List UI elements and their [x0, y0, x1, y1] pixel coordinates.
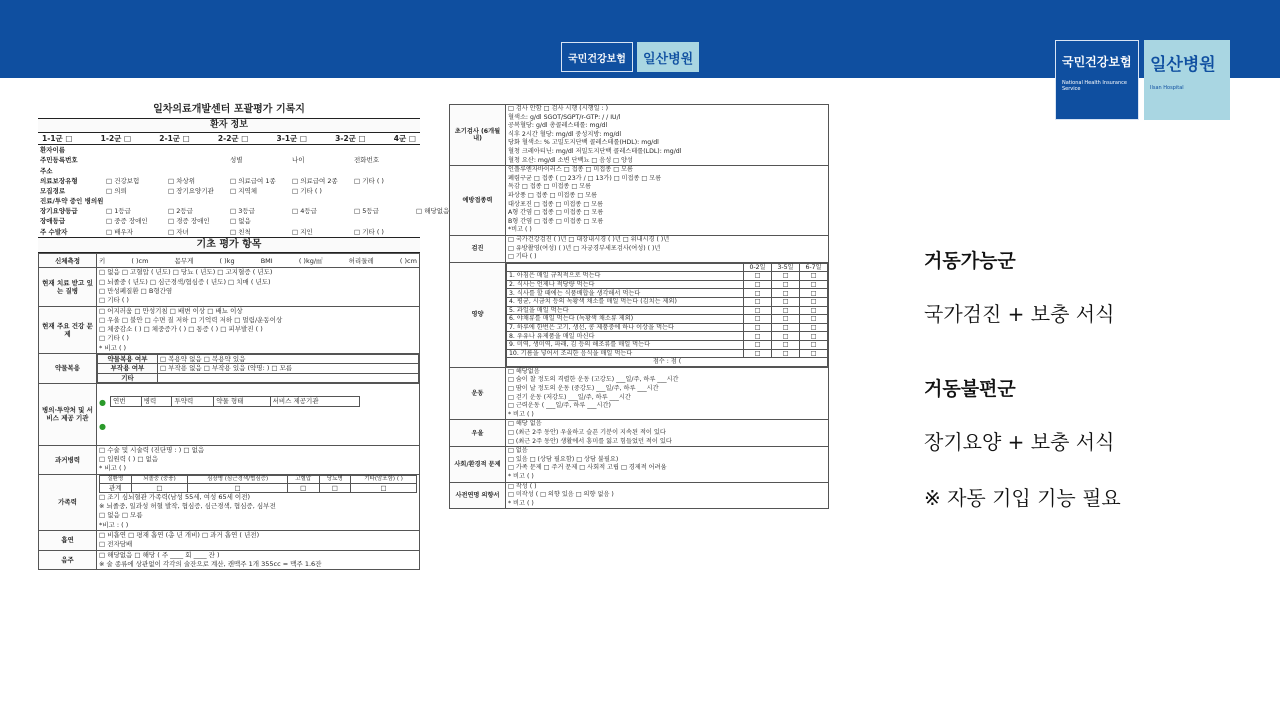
facility-col: 투약력	[172, 397, 214, 406]
nutrition-item: 10. 기름을 넣어서 조리한 음식을 매일 먹는다	[507, 349, 744, 358]
info-option: □ 기타 ( )	[354, 227, 384, 236]
group-checkbox: 1-1군 □	[42, 133, 73, 143]
info-label: 장기요양등급	[40, 207, 78, 216]
info-option: □ 의뢰	[106, 186, 127, 195]
info-label: 장애등급	[40, 217, 66, 226]
info-option: □ 3등급	[230, 207, 255, 216]
mood-lines	[506, 420, 829, 447]
nutrition-checkbox: □	[744, 349, 772, 358]
group-checkbox: 1-2군 □	[100, 133, 132, 143]
drink-label: 음주	[39, 550, 97, 570]
nutrition-item: 2. 식사는 언제나 적당량 먹는다	[507, 280, 744, 289]
social-line: * 비고 ( )	[508, 472, 534, 480]
disease-line: □ 만성폐질환 □ B형간염	[99, 286, 173, 295]
drink-lines	[97, 550, 420, 570]
info-option: □ 지역체	[230, 186, 258, 195]
drink-line: ※ 술 종류에 상관없이 각각의 술잔으로 계산, 캔맥주 1개 355cc = 맥주 1.6잔	[99, 559, 322, 568]
will-line: □ 작성 ( )	[508, 482, 537, 490]
mood-label: 우울	[450, 420, 506, 447]
info-option: □ 없음	[230, 217, 251, 226]
nutrition-checkbox: □	[744, 315, 772, 324]
nutrition-checkbox: □	[744, 341, 772, 350]
exercise-line: □ 숨이 찰 정도의 격렬한 운동 (고강도) ___일/주, 하루 ___시간	[508, 376, 679, 384]
body-fields	[97, 254, 420, 268]
info-option: □ 5등급	[354, 207, 379, 216]
info-option: □ 기타 ( )	[354, 176, 384, 185]
screen-line: □ 유방촬영(여성) ( )년 □ 자궁경부세포검사(여성) ( )년	[508, 244, 661, 252]
vaccine-lines	[506, 166, 829, 236]
nutrition-checkbox: □	[772, 349, 800, 358]
nutrition-item: 6. 야채류를 매일 먹는다 (녹황색 채소류 제외)	[507, 315, 744, 324]
info-option: 성별	[230, 156, 243, 165]
nutrition-checkbox: □	[800, 341, 828, 350]
info-option: □ 4등급	[292, 207, 317, 216]
nutrition-checkbox: □	[772, 306, 800, 315]
text-nonambulatory: 장기요양 + 보충 서식	[924, 430, 1115, 454]
health-line: * 비고 ( )	[99, 343, 127, 352]
health-line: □ 기타 ( )	[99, 334, 129, 343]
info-option: □ 지인	[292, 227, 313, 236]
form-page-left	[38, 104, 450, 570]
facility-col: 서비스 제공기관	[270, 397, 359, 406]
health-line: □ 우울 □ 불안 □ 수면 질 저하 □ 기억력 저하 □ 멀림/운동이상	[99, 315, 283, 324]
info-option: 나이	[292, 156, 305, 165]
exercise-label: 운동	[450, 367, 506, 420]
family-line: ※ 뇌졸중, 일과성 허혈 발작, 협심증, 심근경색, 협심증, 심부전	[99, 502, 276, 511]
nutrition-checkbox: □	[800, 323, 828, 332]
nutrition-item: 7. 하루에 한번은 고기, 생선, 콩 제품중에 하나 이상을 먹는다	[507, 323, 744, 332]
vaccine-line: 독감 □ 접종 □ 미접종 □ 모름	[508, 183, 592, 191]
disease-line: □ 뇌졸중 ( 년도) □ 심근경색/협심증 ( 년도) □ 치매 ( 년도)	[99, 277, 271, 286]
nutrition-checkbox: □	[744, 332, 772, 341]
info-option: □ 자녀	[168, 227, 189, 236]
facility-label: 병의·투약처 및 서비스 제공 기관	[39, 383, 97, 445]
info-row	[38, 206, 450, 216]
family-col: 당뇨병	[319, 475, 351, 483]
screen-lines	[506, 235, 829, 262]
nutrition-cell	[506, 262, 829, 367]
health-line: □ 체중감소 ( ) □ 체중증가 ( ) □ 통증 ( ) □ 피부발진 ( )	[99, 325, 263, 334]
history-label: 과거병력	[39, 445, 97, 474]
checkup-line: 당화 혈색소: % 고밀도지단백 콜레스테롤(HDL): mg/dl	[508, 139, 659, 147]
history-line: □ 수술 및 시술력 (진단명 : ) □ 없음	[99, 445, 205, 454]
screen-label: 검진	[450, 235, 506, 262]
nutrition-checkbox: □	[772, 332, 800, 341]
info-option: 전화번호	[354, 156, 380, 165]
nutrition-checkbox: □	[772, 280, 800, 289]
nutrition-checkbox: □	[744, 280, 772, 289]
history-line: * 비고 ( )	[99, 464, 127, 473]
nutrition-checkbox: □	[800, 349, 828, 358]
family-cell: □	[131, 483, 188, 492]
vaccine-line: 폐렴구균 □ 접종 ( □ 23가 / □ 13가) □ 미접종 □ 모름	[508, 174, 662, 182]
info-option: □ 2등급	[168, 207, 193, 216]
health-lines	[97, 306, 420, 353]
social-line: □ 없음	[508, 447, 528, 455]
vaccine-line: 대상포진 □ 접종 □ 미접종 □ 모름	[508, 200, 604, 208]
checkup-line: □ 검사 안함 □ 검사 시행 (시행일 : )	[508, 105, 609, 112]
info-row	[38, 186, 420, 196]
vaccine-line: B형 간염 □ 접종 □ 미접종 □ 모름	[508, 217, 604, 225]
drink-line: □ 해당없음 □ 해당 ( 주 ____ 회 ____ 잔 )	[99, 550, 220, 559]
social-lines	[506, 447, 829, 482]
info-label: 주소	[40, 166, 53, 175]
nutrition-checkbox: □	[744, 272, 772, 281]
mood-line: □ 해당 없음	[508, 420, 542, 428]
nutrition-checkbox: □	[800, 298, 828, 307]
exercise-lines	[506, 367, 829, 420]
drug-value	[158, 373, 419, 382]
form-title: 일차의료개발센터 포괄평가 기록지	[153, 104, 305, 115]
vaccine-line: *비고 ( )	[508, 226, 532, 234]
nhis-logo-large: 국민건강보험 National Health Insurance Service	[1055, 40, 1139, 120]
nutrition-label: 영양	[450, 262, 506, 367]
section-patient-info: 환자 정보	[38, 118, 420, 133]
screen-line: □ 국가건강검진 ( )년 □ 대장내시경 ( )년 □ 위내시경 ( )년	[508, 235, 670, 243]
smoke-label: 흡연	[39, 530, 97, 550]
family-col: 심장병 (심근경색/협심증)	[188, 475, 288, 483]
form-page-right	[449, 104, 829, 509]
nutrition-checkbox: □	[800, 306, 828, 315]
mood-line: □ (최근 2주 동안) 생활에서 흥미를 잃고 힘들었던 적이 있다	[508, 437, 672, 445]
nutrition-checkbox: □	[772, 315, 800, 324]
group-checkboxes	[38, 133, 420, 145]
drug-value: □ 복용약 없음 □ 복용약 있음	[158, 354, 419, 363]
family-col: 고혈압	[287, 475, 319, 483]
nutrition-item: 9. 미역, 생미역, 파래, 김 등의 해조류를 매일 먹는다	[507, 341, 744, 350]
family-col: 기타(암포함) ( )	[351, 475, 417, 483]
family-line: □ 없음 □ 모름	[99, 511, 143, 520]
nutrition-col: 3-5일	[772, 263, 800, 272]
patient-info-rows	[38, 145, 450, 237]
body-field: ( )cm	[131, 256, 149, 265]
nutrition-col: 0-2일	[744, 263, 772, 272]
exercise-line: □ 해당없음	[508, 367, 540, 375]
will-line: □ 미작성 ( □ 의향 있음 □ 의향 없음 )	[508, 491, 614, 499]
info-option: □ 1등급	[106, 207, 131, 216]
info-label: 주 수발자	[40, 227, 68, 236]
smoke-lines	[97, 530, 420, 550]
will-line: * 비고 ( )	[508, 499, 534, 507]
health-line: □ 어지러움 □ 만성기침 □ 배변 이상 □ 배뇨 이상	[99, 306, 243, 315]
family-cell: □	[351, 483, 417, 492]
will-lines	[506, 482, 829, 509]
body-field: 키	[99, 256, 106, 265]
nhis-logo: 국민건강보험	[561, 42, 633, 72]
right-form-table	[449, 104, 829, 509]
nutrition-item: 8. 우유나 유제품을 매일 마신다	[507, 332, 744, 341]
nutrition-item: 4. 평균, 시금치 등의 녹황색 채소를 매일 먹는다 (김치는 제외)	[507, 298, 744, 307]
body-label: 신체측정	[39, 254, 97, 268]
checkup-lines	[506, 105, 829, 166]
disease-lines	[97, 268, 420, 306]
health-label: 현재 주요 건강 문제	[39, 306, 97, 353]
body-field: ( )cm	[399, 256, 417, 265]
info-label: 진료/투약 중인 병의원	[40, 197, 104, 206]
disease-line: □ 없음 □ 고혈압 ( 년도) □ 당뇨 ( 년도) □ 고지혈증 ( 년도)	[99, 268, 273, 277]
heading-ambulatory: 거동가능군	[924, 250, 1016, 272]
nutrition-checkbox: □	[744, 289, 772, 298]
info-label: 의료보장유형	[40, 176, 78, 185]
body-field: 몸무게	[174, 256, 194, 265]
family-cell: □	[319, 483, 351, 492]
info-option: □ 의료급여 2종	[292, 176, 338, 185]
info-option: □ 중증 장애인	[106, 217, 148, 226]
info-row	[38, 216, 420, 226]
basic-eval-table	[38, 253, 420, 570]
nutrition-score: 점수 : 점 (	[507, 358, 828, 367]
will-label: 사전연명 의향서	[450, 482, 506, 509]
drug-label: 약물복용	[39, 353, 97, 383]
nutrition-checkbox: □	[744, 298, 772, 307]
info-row	[38, 227, 420, 237]
history-line: □ 입원력 ( ) □ 없음	[99, 455, 159, 464]
checkup-line: 공복혈당: g/dl 총콜레스테롤: mg/dl	[508, 122, 608, 130]
info-option: □ 기타 ( )	[292, 186, 322, 195]
logo-small	[561, 42, 699, 72]
vaccine-line: 파상풍 □ 접종 □ 미접종 □ 모름	[508, 191, 598, 199]
screen-line: □ 기타 ( )	[508, 253, 537, 261]
info-row	[38, 196, 420, 206]
body-field: ( )kg	[219, 256, 235, 265]
info-option: □ 건강보험	[106, 176, 140, 185]
family-label: 가족력	[39, 474, 97, 530]
drug-lines	[97, 353, 420, 383]
nutrition-checkbox: □	[744, 306, 772, 315]
facility-cell	[97, 383, 420, 445]
auto-fill-note: ※ 자동 기입 기능 필요	[924, 486, 1121, 510]
vaccine-label: 예방접종력	[450, 166, 506, 236]
facility-col: 병력	[141, 397, 172, 406]
info-option: □ 차상위	[168, 176, 196, 185]
disease-line: □ 기타 ( )	[99, 296, 129, 305]
family-cell	[97, 474, 420, 530]
family-col: 뇌졸중 (중풍)	[131, 475, 188, 483]
info-option: □ 친척	[230, 227, 251, 236]
family-cell: □	[188, 483, 288, 492]
nutrition-item: 3. 식사를 할 때에는 식품배합을 생각해서 먹는다	[507, 289, 744, 298]
checkup-line: 식후 2시간 혈당: mg/dl 중성지방: mg/dl	[508, 130, 622, 138]
add-row-icon[interactable]: ●	[99, 398, 106, 408]
family-table	[99, 475, 417, 493]
info-label: 환자이름	[40, 146, 66, 155]
body-field: BMI	[260, 256, 273, 265]
social-label: 사회/환경적 문제	[450, 447, 506, 482]
nutrition-checkbox: □	[772, 298, 800, 307]
info-label: 주민등록번호	[40, 156, 78, 165]
family-line: □ 조기 심뇌혈관 가족력(남성 55세, 여성 65세 이전)	[99, 492, 251, 501]
group-checkbox: 2-2군 □	[217, 133, 249, 143]
group-checkbox: 3-2군 □	[335, 133, 366, 143]
checkup-line: 혈청 크레아티닌: mg/dl 저밀도지단백 콜레스테롤(LDL): mg/dl	[508, 147, 682, 155]
info-option: □ 경증 장애인	[168, 217, 210, 226]
vaccine-line: 인플루엔자바이러스 □ 접종 □ 미접종 □ 모름	[508, 166, 633, 174]
add-row-icon[interactable]: ●	[99, 422, 106, 432]
exercise-line: □ 땀이 날 정도의 운동 (중강도) ___일/주, 하루 ___시간	[508, 385, 659, 392]
social-line: □ 있음 □ (상담 필요함) □ 상담 불필요)	[508, 455, 619, 463]
social-line: □ 가족 문제 □ 주거 문제 □ 사회적 고립 □ 경제적 어려움	[508, 464, 667, 472]
nutrition-checkbox: □	[800, 272, 828, 281]
group-checkbox: 2-1군 □	[159, 133, 190, 143]
nutrition-checkbox: □	[800, 332, 828, 341]
info-option: □ 해당없음	[416, 207, 450, 216]
facility-col: 약물 형태	[214, 397, 270, 406]
drug-key: 약물복용 여부	[98, 354, 158, 363]
body-field: 허리둘레	[348, 256, 374, 265]
ilsan-logo-large: 일산병원 Ilsan Hospital	[1144, 40, 1230, 120]
ilsan-logo: 일산병원	[637, 42, 699, 72]
family-cell: □	[287, 483, 319, 492]
facility-table	[110, 396, 360, 406]
nutrition-checkbox: □	[772, 323, 800, 332]
drug-key: 기타	[98, 373, 158, 382]
drug-key: 부작용 여부	[98, 364, 158, 373]
family-cell: 관계	[100, 483, 132, 492]
group-checkbox: 4군 □	[393, 133, 416, 143]
family-col: 질환명	[100, 475, 132, 483]
history-lines	[97, 445, 420, 474]
nutrition-checkbox: □	[800, 289, 828, 298]
logo-large	[1055, 40, 1230, 120]
body-field: ( )kg/㎡	[298, 256, 323, 265]
group-checkbox: 3-1군 □	[276, 133, 307, 143]
info-row	[38, 155, 420, 165]
nutrition-col: 6-7일	[800, 263, 828, 272]
nutrition-checkbox: □	[772, 341, 800, 350]
checkup-label: 초기검사 (6개월 내)	[450, 105, 506, 166]
vaccine-line: A형 간염 □ 접종 □ 미접종 □ 모름	[508, 209, 604, 217]
exercise-line: □ 걷기 운동 (저강도) ___일/주, 하루 ___시간	[508, 393, 631, 401]
mood-line: □ (최근 2주 동안) 우울하고 슬픈 기분이 지속된 적이 있다	[508, 428, 666, 436]
nutrition-checkbox: □	[772, 272, 800, 281]
nutrition-item: 5. 과일을 매일 먹는다	[507, 306, 744, 315]
heading-nonambulatory: 거동불편군	[924, 378, 1016, 400]
nutrition-item: 1. 아침은 매일 규칙적으로 먹는다	[507, 272, 744, 281]
exercise-line: □ 근력운동 ( ___일/주, 하루 ___시간)	[508, 402, 611, 410]
smoke-line: □ 비흡연 □ 평재 흡연 (총 년 개비) □ 과거 흡연 ( 년전)	[99, 530, 260, 539]
smoke-line: □ 전자담배	[99, 540, 133, 549]
disease-label: 현재 치료 받고 있는 질병	[39, 268, 97, 306]
info-option: □ 장기요양기관	[168, 186, 214, 195]
facility-col: 연번	[110, 397, 141, 406]
info-row	[38, 166, 420, 176]
exercise-line: * 비고 ( )	[508, 410, 534, 418]
checkup-line: 혈색소: g/dl SGOT/SGPT/r-GTP: / / IU/l	[508, 113, 621, 121]
drug-value: □ 부작용 없음 □ 부작용 있음 (약명: ) □ 모름	[158, 364, 419, 373]
info-label: 모집경로	[40, 186, 66, 195]
checkup-line: 혈청 요산: mg/dl 소변 단백뇨 □ 음성 □ 양성	[508, 156, 633, 164]
nutrition-checkbox: □	[800, 315, 828, 324]
nutrition-checkbox: □	[744, 323, 772, 332]
info-option: □ 배우자	[106, 227, 134, 236]
nutrition-checkbox: □	[800, 280, 828, 289]
info-option: □ 의료급여 1종	[230, 176, 276, 185]
nutrition-checkbox: □	[772, 289, 800, 298]
family-line: *비고 : ( )	[99, 520, 129, 529]
info-row	[38, 176, 420, 186]
nutrition-head-blank	[507, 263, 744, 272]
info-row	[38, 145, 420, 155]
section-basic-eval: 기초 평가 항목	[38, 237, 420, 254]
text-ambulatory: 국가검진 + 보충 서식	[924, 302, 1115, 326]
nutrition-table	[506, 263, 828, 367]
